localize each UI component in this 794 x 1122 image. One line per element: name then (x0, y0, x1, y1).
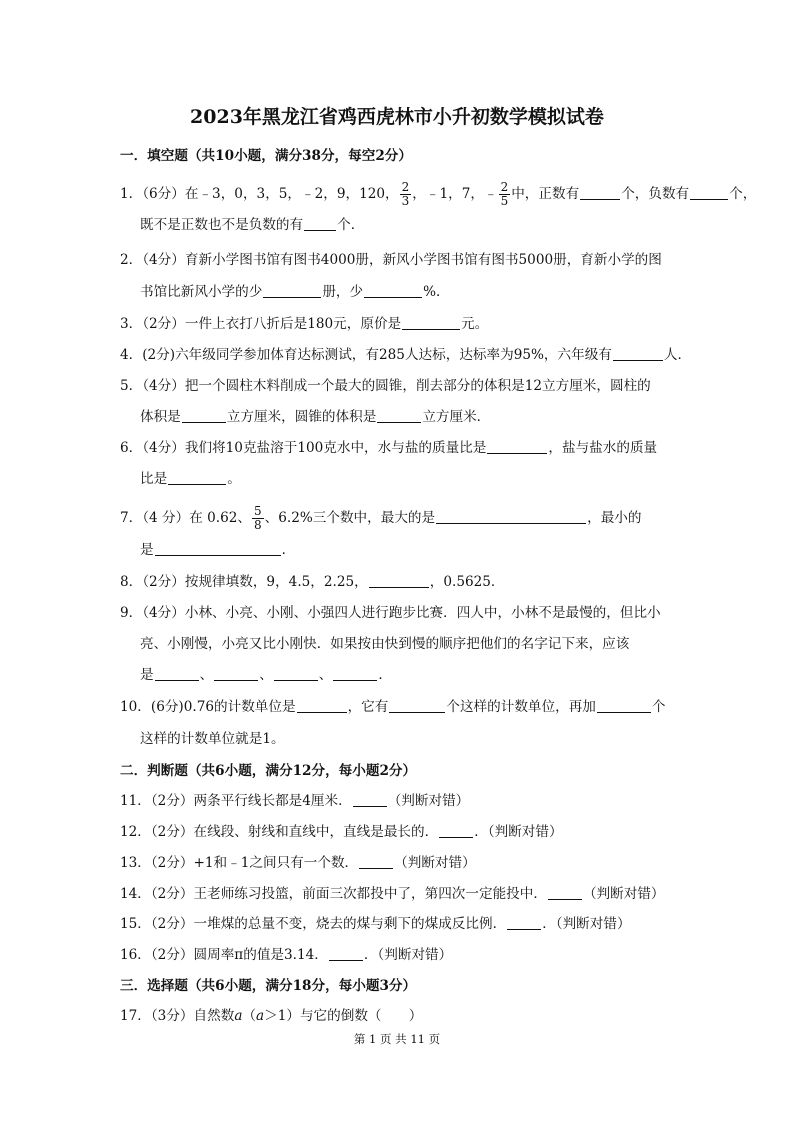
answer-blank[interactable] (436, 509, 586, 524)
question-2-line-1: 2．（4分）育新小学图书馆有图书4000册，新风小学图书馆有图书5000册，育新小学的图 (120, 252, 662, 268)
question-12: 12．（2分）在线段、射线和直线中，直线是最长的． ．（判断对错） (120, 824, 563, 840)
section-heading-fill-blank: 一．填空题（共10小题，满分38分，每空2分） (120, 148, 412, 164)
question-8: 8．（2分）按规律填数，9，4.5，2.25， ，0.5625． (120, 574, 505, 590)
question-14: 14．（2分）王老师练习投篮，前面三次都投中了，第四次一定能投中． （判断对错） (120, 886, 665, 902)
answer-blank[interactable] (168, 470, 226, 485)
answer-blank[interactable] (182, 408, 226, 423)
question-16: 16．（2分）圆周率π的值是3.14． ．（判断对错） (120, 947, 453, 963)
question-17: 17．（3分）自然数a（a＞1）与它的倒数（ ） (120, 1008, 423, 1024)
answer-blank[interactable] (214, 666, 258, 681)
answer-blank[interactable] (597, 698, 651, 713)
answer-blank[interactable] (329, 946, 363, 961)
answer-blank[interactable] (690, 185, 728, 200)
question-9-line-3: 是 、 、 、 ． (140, 667, 392, 683)
answer-blank[interactable] (389, 698, 445, 713)
answer-blank[interactable] (364, 283, 422, 298)
question-7-line-2: 是 ． (140, 542, 296, 558)
fraction-five-eighths: $\frac{5}{8}$ (253, 504, 262, 532)
answer-blank[interactable] (613, 346, 663, 361)
question-1-line-2: 既不是正数也不是负数的有 个． (140, 217, 365, 233)
answer-blank[interactable] (369, 573, 429, 588)
question-13: 13．（2分）+1和﹣1之间只有一个数． （判断对错） (120, 855, 476, 871)
question-10-line-2: 这样的计数单位就是1。 (140, 731, 285, 747)
answer-blank[interactable] (439, 823, 473, 838)
question-1-line-1: 1．（6分）在﹣3，0，3，5，﹣2，9，120， $\frac{2}{3}$ ，﹣1，7，﹣ $\frac{2}{5}$ 中，正数有 个，负数有 个， (120, 180, 757, 208)
answer-blank[interactable] (297, 698, 347, 713)
answer-blank[interactable] (333, 666, 377, 681)
question-6-line-2: 比是 。 (140, 471, 241, 487)
answer-blank[interactable] (548, 885, 582, 900)
question-3: 3．（2分）一件上衣打八折后是180元，原价是 元。 (120, 316, 489, 332)
answer-blank[interactable] (402, 315, 460, 330)
question-4: 4．(2分)六年级同学参加体育达标测试，有285人达标，达标率为95%，六年级有 人． (120, 347, 692, 363)
question-15: 15．（2分）一堆煤的总量不变，烧去的煤与剩下的煤成反比例． ．（判断对错） (120, 916, 631, 932)
answer-blank[interactable] (487, 439, 547, 454)
fraction-two-thirds: $\frac{2}{3}$ (401, 180, 410, 208)
page-footer: 第 1 页 共 11 页 (353, 1032, 441, 1046)
answer-blank[interactable] (155, 666, 199, 681)
answer-blank[interactable] (359, 854, 393, 869)
question-9-line-2: 亮、小刚慢，小亮又比小刚快．如果按由快到慢的顺序把他们的名字记下来，应该 (140, 636, 630, 652)
page-title: 2023年黑龙江省鸡西虎林市小升初数学模拟试卷 (190, 106, 604, 128)
answer-blank[interactable] (263, 283, 321, 298)
answer-blank[interactable] (377, 408, 421, 423)
answer-blank[interactable] (304, 216, 336, 231)
question-5-line-1: 5．（4分）把一个圆柱木料削成一个最大的圆锥，削去部分的体积是12立方厘米，圆柱的 (120, 378, 651, 394)
section-heading-multiple-choice: 三．选择题（共6小题，满分18分，每小题3分） (120, 978, 417, 994)
fraction-two-fifths: $\frac{2}{5}$ (500, 180, 509, 208)
question-9-line-1: 9．（4分）小林、小亮、小刚、小强四人进行跑步比赛．四人中，小林不是最慢的，但比小 (120, 605, 661, 621)
question-5-line-2: 体积是 立方厘米，圆锥的体积是 立方厘米． (140, 409, 491, 425)
answer-blank[interactable] (353, 792, 387, 807)
answer-blank[interactable] (580, 185, 620, 200)
question-10-line-1: 10．(6分)0.76的计数单位是 ，它有 个这样的计数单位，再加 个 (120, 699, 666, 715)
section-heading-true-false: 二．判断题（共6小题，满分12分，每小题2分） (120, 763, 417, 779)
question-2-line-2: 书馆比新风小学的少 册，少 %． (140, 284, 450, 300)
answer-blank[interactable] (507, 915, 541, 930)
question-7-line-1: 7．（4 分）在 0.62、 $\frac{5}{8}$ 、6.2%三个数中，最大的是 ，最小的 (120, 504, 642, 532)
answer-blank[interactable] (155, 541, 281, 556)
question-11: 11．（2分）两条平行线长都是4厘米． （判断对错） (120, 793, 470, 809)
answer-blank[interactable] (274, 666, 318, 681)
question-6-line-1: 6．（4分）我们将10克盐溶于100克水中，水与盐的质量比是 ，盐与盐水的质量 (120, 440, 658, 456)
